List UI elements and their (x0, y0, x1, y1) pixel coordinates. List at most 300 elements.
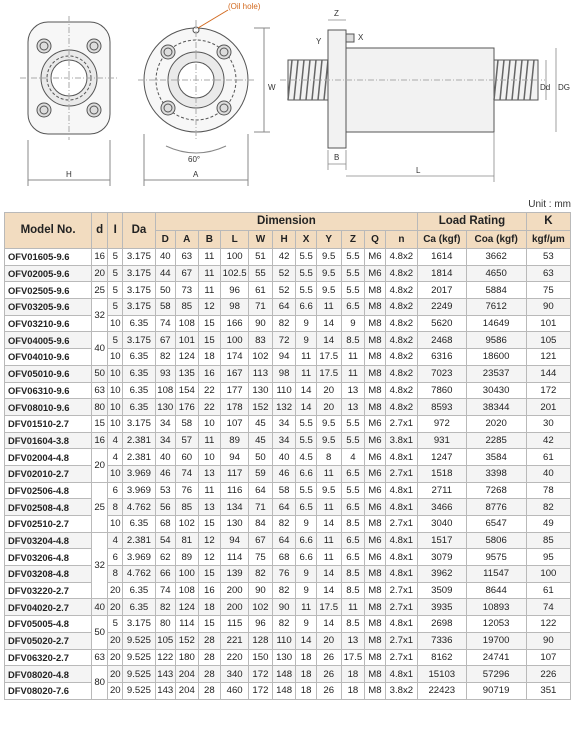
cell-da: 2.381 (123, 532, 155, 549)
cell-dim-b: 12 (198, 299, 221, 316)
cell-dim-w: 75 (249, 549, 273, 566)
cell-dim-a: 57 (176, 432, 199, 449)
cell-dim-a: 85 (176, 299, 199, 316)
flange-front-view-2 (138, 20, 270, 186)
cell-d: 80 (92, 666, 108, 699)
cell-dim-d: 122 (155, 649, 175, 666)
cell-da: 9.525 (123, 632, 155, 649)
table-row (5, 332, 571, 349)
cell-dim-w: 67 (249, 532, 273, 549)
cell-dim-l: 166 (221, 315, 249, 332)
cell-dim-y: 11 (316, 499, 341, 516)
cell-k: 226 (526, 666, 570, 683)
cell-dim-d: 62 (155, 549, 175, 566)
cell-k: 101 (526, 315, 570, 332)
cell-i: 20 (108, 582, 123, 599)
table-row (5, 582, 571, 599)
cell-dim-n: 4.8x1 (385, 532, 417, 549)
header-ca: Ca (kgf) (418, 231, 466, 249)
cell-dim-x: 11 (296, 349, 316, 366)
table-row (5, 365, 571, 382)
cell-dim-w: 152 (249, 399, 273, 416)
cell-dim-d: 46 (155, 465, 175, 482)
cell-k: 30 (526, 415, 570, 432)
cell-ca: 3040 (418, 516, 466, 533)
cell-dim-n: 4.8x2 (385, 249, 417, 266)
cell-dim-w: 102 (249, 599, 273, 616)
cell-dim-w: 71 (249, 499, 273, 516)
cell-dim-x: 11 (296, 599, 316, 616)
cell-dim-q: M8 (365, 516, 385, 533)
cell-dim-n: 2.7x1 (385, 465, 417, 482)
cell-k: 53 (526, 249, 570, 266)
cell-dim-a: 180 (176, 649, 199, 666)
cell-dim-l: 460 (221, 682, 249, 699)
cell-dim-w: 51 (249, 249, 273, 266)
cell-ca: 7023 (418, 365, 466, 382)
cell-coa: 9586 (466, 332, 526, 349)
cell-dim-b: 10 (198, 449, 221, 466)
cell-dim-w: 84 (249, 516, 273, 533)
cell-dim-d: 40 (155, 449, 175, 466)
cell-dim-n: 2.7x1 (385, 632, 417, 649)
cell-dim-a: 73 (176, 282, 199, 299)
cell-dim-x: 9 (296, 332, 316, 349)
cell-i: 10 (108, 516, 123, 533)
cell-d: 16 (92, 432, 108, 449)
cell-ca: 3935 (418, 599, 466, 616)
cell-dim-l: 89 (221, 432, 249, 449)
cell-dim-l: 200 (221, 599, 249, 616)
cell-dim-b: 13 (198, 465, 221, 482)
table-row (5, 682, 571, 699)
cell-i: 4 (108, 532, 123, 549)
cell-coa: 2285 (466, 432, 526, 449)
cell-dim-a: 108 (176, 315, 199, 332)
cell-dim-q: M6 (365, 532, 385, 549)
header-da: Da (123, 213, 155, 249)
cell-dim-l: 134 (221, 499, 249, 516)
cell-dim-q: M8 (365, 349, 385, 366)
cell-dim-b: 28 (198, 649, 221, 666)
cell-dim-z: 6.5 (341, 499, 365, 516)
spec-table-body (5, 249, 571, 700)
cell-dim-h: 64 (272, 499, 296, 516)
cell-da: 9.525 (123, 682, 155, 699)
cell-dim-q: M8 (365, 365, 385, 382)
cell-i: 5 (108, 265, 123, 282)
cell-dim-h: 52 (272, 265, 296, 282)
table-row (5, 415, 571, 432)
cell-coa: 14649 (466, 315, 526, 332)
header-sub-n: n (385, 231, 417, 249)
cell-dim-n: 4.8x2 (385, 299, 417, 316)
table-row (5, 249, 571, 266)
cell-dim-a: 204 (176, 666, 199, 683)
cell-dim-z: 6.5 (341, 549, 365, 566)
table-row (5, 449, 571, 466)
cell-dim-q: M8 (365, 382, 385, 399)
header-dimension: Dimension (155, 213, 418, 231)
cell-dim-z: 5.5 (341, 282, 365, 299)
cell-dim-x: 9 (296, 566, 316, 583)
table-row (5, 432, 571, 449)
cell-dim-y: 14 (316, 516, 341, 533)
cell-dim-l: 178 (221, 399, 249, 416)
cell-dim-b: 15 (198, 516, 221, 533)
cell-dim-b: 22 (198, 382, 221, 399)
cell-dim-n: 4.8x2 (385, 349, 417, 366)
cell-da: 6.35 (123, 516, 155, 533)
cell-dim-n: 4.8x1 (385, 616, 417, 633)
cell-dim-d: 68 (155, 516, 175, 533)
cell-dim-w: 61 (249, 282, 273, 299)
header-k: K (526, 213, 570, 231)
cell-dim-y: 26 (316, 649, 341, 666)
cell-dim-x: 4.5 (296, 449, 316, 466)
cell-dim-w: 64 (249, 482, 273, 499)
cell-dim-y: 9.5 (316, 282, 341, 299)
cell-dim-y: 17.5 (316, 349, 341, 366)
cell-dim-z: 11 (341, 365, 365, 382)
cell-dim-h: 64 (272, 299, 296, 316)
cell-coa: 18600 (466, 349, 526, 366)
cell-dim-h: 34 (272, 432, 296, 449)
cell-dim-z: 18 (341, 682, 365, 699)
cell-dim-h: 52 (272, 282, 296, 299)
table-row (5, 599, 571, 616)
cell-dim-b: 16 (198, 365, 221, 382)
cell-dim-l: 221 (221, 632, 249, 649)
cell-dim-q: M8 (365, 399, 385, 416)
cell-dim-w: 172 (249, 666, 273, 683)
cell-d: 50 (92, 616, 108, 649)
cell-k: 61 (526, 449, 570, 466)
cell-dim-z: 13 (341, 382, 365, 399)
cell-dim-y: 17.5 (316, 599, 341, 616)
cell-dim-a: 176 (176, 399, 199, 416)
cell-da: 6.35 (123, 365, 155, 382)
cell-dim-d: 34 (155, 415, 175, 432)
cell-dim-n: 4.8x2 (385, 382, 417, 399)
cell-model: OFV02005-9.6 (5, 265, 92, 282)
cell-dim-q: M8 (365, 599, 385, 616)
cell-coa: 3398 (466, 465, 526, 482)
cell-dim-d: 143 (155, 666, 175, 683)
cell-dim-z: 6.5 (341, 532, 365, 549)
ballscrew-nut-drawing (0, 0, 577, 200)
cell-dim-x: 6.6 (296, 465, 316, 482)
dim-w-label: W (268, 83, 276, 92)
cell-dim-b: 15 (198, 315, 221, 332)
cell-dim-w: 90 (249, 582, 273, 599)
cell-dim-w: 130 (249, 382, 273, 399)
cell-i: 20 (108, 649, 123, 666)
cell-dim-d: 44 (155, 265, 175, 282)
header-model: Model No. (5, 213, 92, 249)
cell-da: 6.35 (123, 349, 155, 366)
cell-coa: 90719 (466, 682, 526, 699)
cell-da: 3.969 (123, 465, 155, 482)
cell-dim-z: 6.5 (341, 465, 365, 482)
cell-k: 90 (526, 632, 570, 649)
cell-dim-a: 58 (176, 415, 199, 432)
cell-dim-n: 2.7x1 (385, 582, 417, 599)
header-sub-z: Z (341, 231, 365, 249)
cell-da: 3.175 (123, 415, 155, 432)
header-load-rating: Load Rating (418, 213, 527, 231)
cell-dim-h: 82 (272, 315, 296, 332)
cell-ca: 1814 (418, 265, 466, 282)
cell-dim-a: 114 (176, 616, 199, 633)
cell-dim-l: 115 (221, 616, 249, 633)
cell-dim-h: 34 (272, 415, 296, 432)
table-row (5, 566, 571, 583)
cell-model: OFV04005-9.6 (5, 332, 92, 349)
cell-k: 100 (526, 566, 570, 583)
cell-model: DFV02010-2.7 (5, 465, 92, 482)
cell-dim-h: 148 (272, 666, 296, 683)
cell-dim-d: 82 (155, 349, 175, 366)
cell-k: 201 (526, 399, 570, 416)
table-row (5, 299, 571, 316)
cell-dim-x: 5.5 (296, 432, 316, 449)
dim-h-label: H (66, 170, 72, 179)
cell-dim-a: 100 (176, 566, 199, 583)
cell-i: 10 (108, 349, 123, 366)
cell-dim-d: 130 (155, 399, 175, 416)
cell-dim-x: 9 (296, 516, 316, 533)
header-sub-b: B (198, 231, 221, 249)
cell-dim-q: M8 (365, 315, 385, 332)
header-d: d (92, 213, 108, 249)
cell-dim-q: M6 (365, 249, 385, 266)
cell-dim-y: 20 (316, 399, 341, 416)
cell-dim-d: 66 (155, 566, 175, 583)
cell-dim-q: M8 (365, 666, 385, 683)
cell-i: 10 (108, 382, 123, 399)
cell-coa: 7268 (466, 482, 526, 499)
cell-dim-d: 67 (155, 332, 175, 349)
cell-d: 63 (92, 649, 108, 666)
cell-dim-n: 4.8x1 (385, 666, 417, 683)
cell-da: 2.381 (123, 432, 155, 449)
cell-dim-w: 128 (249, 632, 273, 649)
cell-dim-a: 154 (176, 382, 199, 399)
cell-dim-z: 8.5 (341, 616, 365, 633)
cell-dim-w: 71 (249, 299, 273, 316)
cell-dim-x: 9 (296, 315, 316, 332)
cell-dim-h: 46 (272, 465, 296, 482)
cell-model: DFV01604-3.8 (5, 432, 92, 449)
cell-model: DFV02508-4.8 (5, 499, 92, 516)
cell-dim-l: 102.5 (221, 265, 249, 282)
cell-k: 144 (526, 365, 570, 382)
table-row (5, 399, 571, 416)
dim-dd-label: Dd (540, 83, 551, 92)
cell-dim-l: 220 (221, 649, 249, 666)
header-sub-d: D (155, 231, 175, 249)
cell-model: DFV05005-4.8 (5, 616, 92, 633)
cell-coa: 8776 (466, 499, 526, 516)
cell-dim-n: 4.8x1 (385, 482, 417, 499)
cell-ca: 1517 (418, 532, 466, 549)
cell-dim-w: 96 (249, 616, 273, 633)
cell-dim-y: 9.5 (316, 432, 341, 449)
cell-ca: 3509 (418, 582, 466, 599)
cell-k: 121 (526, 349, 570, 366)
cell-dim-y: 26 (316, 682, 341, 699)
cell-dim-b: 11 (198, 482, 221, 499)
cell-dim-z: 11 (341, 599, 365, 616)
cell-dim-q: M8 (365, 332, 385, 349)
cell-dim-x: 5.5 (296, 282, 316, 299)
cell-d: 32 (92, 532, 108, 599)
cell-d: 80 (92, 399, 108, 416)
cell-model: DFV04020-2.7 (5, 599, 92, 616)
cell-dim-d: 58 (155, 299, 175, 316)
cell-dim-x: 6.5 (296, 499, 316, 516)
cell-da: 3.175 (123, 282, 155, 299)
cell-ca: 7336 (418, 632, 466, 649)
cell-coa: 24741 (466, 649, 526, 666)
cell-dim-b: 15 (198, 332, 221, 349)
dim-dg-label: DG (558, 83, 570, 92)
cell-dim-b: 10 (198, 415, 221, 432)
dim-l-label: L (416, 166, 421, 175)
cell-model: DFV02004-4.8 (5, 449, 92, 466)
header-sub-y: Y (316, 231, 341, 249)
cell-ca: 931 (418, 432, 466, 449)
cell-dim-y: 20 (316, 632, 341, 649)
cell-dim-a: 204 (176, 682, 199, 699)
cell-d: 25 (92, 482, 108, 532)
cell-ca: 8593 (418, 399, 466, 416)
cell-dim-b: 11 (198, 282, 221, 299)
cell-i: 10 (108, 315, 123, 332)
cell-dim-b: 16 (198, 582, 221, 599)
cell-i: 5 (108, 616, 123, 633)
cell-dim-z: 18 (341, 666, 365, 683)
cell-dim-y: 20 (316, 382, 341, 399)
cell-dim-a: 108 (176, 582, 199, 599)
cell-dim-z: 5.5 (341, 249, 365, 266)
cell-dim-w: 82 (249, 566, 273, 583)
cell-dim-h: 82 (272, 516, 296, 533)
cell-dim-h: 98 (272, 365, 296, 382)
cell-dim-l: 96 (221, 282, 249, 299)
cell-model: DFV08020-7.6 (5, 682, 92, 699)
cell-dim-b: 13 (198, 499, 221, 516)
cell-dim-a: 63 (176, 249, 199, 266)
cell-dim-h: 40 (272, 449, 296, 466)
cell-dim-h: 110 (272, 382, 296, 399)
cell-dim-y: 8 (316, 449, 341, 466)
cell-d: 63 (92, 382, 108, 399)
cell-da: 6.35 (123, 382, 155, 399)
cell-dim-w: 113 (249, 365, 273, 382)
cell-dim-x: 9 (296, 616, 316, 633)
cell-dim-q: M8 (365, 616, 385, 633)
cell-coa: 8644 (466, 582, 526, 599)
oil-hole-callout (198, 10, 228, 28)
cell-dim-l: 117 (221, 465, 249, 482)
cell-model: DFV02510-2.7 (5, 516, 92, 533)
cell-i: 5 (108, 249, 123, 266)
cell-dim-q: M8 (365, 582, 385, 599)
cell-dim-d: 50 (155, 282, 175, 299)
cell-dim-z: 13 (341, 632, 365, 649)
cell-dim-w: 150 (249, 649, 273, 666)
dim-x-label: X (358, 33, 364, 42)
cell-dim-a: 60 (176, 449, 199, 466)
cell-dim-a: 124 (176, 599, 199, 616)
cell-dim-l: 130 (221, 516, 249, 533)
cell-dim-l: 100 (221, 332, 249, 349)
cell-dim-x: 5.5 (296, 415, 316, 432)
cell-dim-w: 50 (249, 449, 273, 466)
cell-k: 42 (526, 432, 570, 449)
cell-coa: 5884 (466, 282, 526, 299)
header-k-unit: kgf/μm (526, 231, 570, 249)
cell-model: DFV03208-4.8 (5, 566, 92, 583)
cell-dim-n: 3.8x1 (385, 432, 417, 449)
cell-dim-y: 14 (316, 315, 341, 332)
table-row (5, 465, 571, 482)
cell-k: 122 (526, 616, 570, 633)
cell-dim-a: 81 (176, 532, 199, 549)
cell-coa: 5806 (466, 532, 526, 549)
cell-dim-d: 53 (155, 482, 175, 499)
cell-d: 50 (92, 365, 108, 382)
cell-dim-n: 4.8x2 (385, 365, 417, 382)
cell-d: 40 (92, 599, 108, 616)
cell-dim-x: 14 (296, 632, 316, 649)
cell-dim-d: 143 (155, 682, 175, 699)
cell-dim-q: M8 (365, 682, 385, 699)
technical-drawing (0, 0, 577, 200)
cell-da: 3.175 (123, 249, 155, 266)
cell-dim-q: M8 (365, 632, 385, 649)
cell-coa: 11547 (466, 566, 526, 583)
cell-dim-y: 14 (316, 332, 341, 349)
cell-model: OFV02505-9.6 (5, 282, 92, 299)
cell-d: 40 (92, 332, 108, 365)
cell-dim-x: 6.6 (296, 299, 316, 316)
cell-k: 105 (526, 332, 570, 349)
cell-da: 9.525 (123, 649, 155, 666)
cell-i: 6 (108, 482, 123, 499)
cell-dim-l: 100 (221, 249, 249, 266)
nut-side-view (280, 30, 545, 148)
cell-dim-w: 59 (249, 465, 273, 482)
cell-dim-q: M8 (365, 299, 385, 316)
cell-dim-n: 3.8x2 (385, 682, 417, 699)
cell-dim-y: 14 (316, 566, 341, 583)
cell-ca: 5620 (418, 315, 466, 332)
header-sub-w: W (249, 231, 273, 249)
cell-k: 107 (526, 649, 570, 666)
cell-dim-d: 40 (155, 249, 175, 266)
cell-ca: 3079 (418, 549, 466, 566)
dim-z-label: Z (334, 9, 339, 18)
cell-dim-h: 64 (272, 532, 296, 549)
cell-dim-x: 14 (296, 399, 316, 416)
cell-dim-q: M6 (365, 432, 385, 449)
cell-dim-y: 11 (316, 299, 341, 316)
cell-coa: 23537 (466, 365, 526, 382)
cell-dim-y: 9.5 (316, 415, 341, 432)
